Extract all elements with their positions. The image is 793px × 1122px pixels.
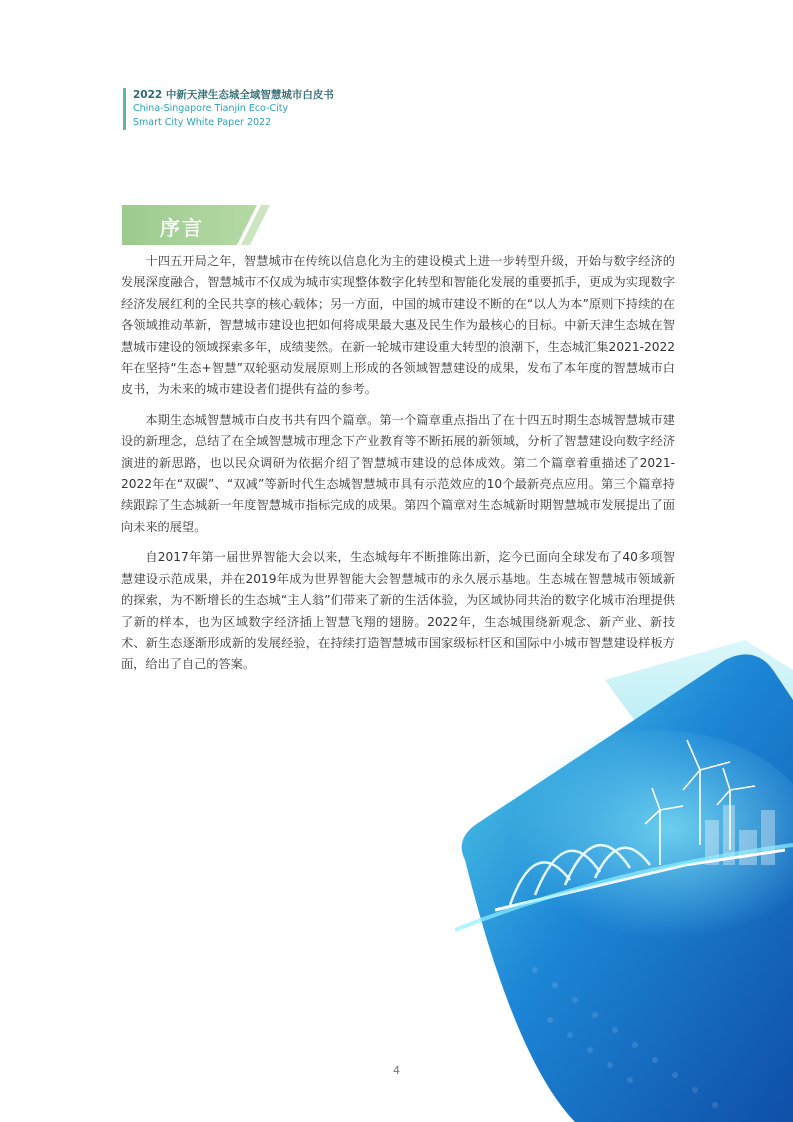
header-title-cn: 2022 中新天津生态城全域智慧城市白皮书: [133, 89, 334, 101]
smart-city-illustration: [455, 640, 793, 1122]
paragraph-2: 本期生态城智慧城市白皮书共有四个篇章。第一个篇章重点指出了在十四五时期生态城智慧城市建设的新理念，总结了在全域智慧城市理念下产业教育等不断拓展的新领域，分析了智慧建设向数字经济演进的新思路，也以民众调研为依据介绍了智慧城市建设的总体成效。第二个篇章着重描述了2021-2022年在“双碳”、“双减”等新时代生态城智慧城市具有示范效应的10个最新亮点应用。第三个篇章持续跟踪了生态城新一年度智慧城市指标完成的成果。第四个篇章对生态城新时期智慧城市发展提出了面向未来的展望。: [121, 412, 675, 534]
page-number: 4: [393, 1064, 400, 1077]
section-title: 序言: [160, 216, 204, 240]
preface-body: [121, 251, 675, 685]
running-header: [123, 88, 334, 130]
paragraph-1: 十四五开局之年，智慧城市在传统以信息化为主的建设模式上进一步转型升级，开始与数字经济的发展深度融合，智慧城市不仅成为城市实现整体数字化转型和智能化发展的重要抓手，更成为实现数字经济发展红利的全民共享的核心载体；另一方面，中国的城市建设不断的在“以人为本”原则下持续的在各领域推动革新，智慧城市建设也把如何将成果最大惠及民生作为最核心的目标。中新天津生态城在智慧城市建设的领域探索多年，成绩斐然。在新一轮城市建设重大转型的浪潮下，生态城汇集2021-2022年在坚持“生态+智慧”双轮驱动发展原则上形成的各领域智慧建设的成果，发布了本年度的智慧城市白皮书，为未来的城市建设者们提供有益的参考。: [121, 254, 675, 397]
header-title-en-2: Smart City White Paper 2022: [133, 117, 272, 128]
header-title-en-1: China-Singapore Tianjin Eco-City: [133, 103, 289, 114]
paragraph-3: 自2017年第一届世界智能大会以来，生态城每年不断推陈出新，迄今已面向全球发布了40多项智慧建设示范成果，并在2019年成为世界智能大会智慧城市的永久展示基地。生态城在智慧城市领域新的探索，为不断增长的生态城“主人翁”们带来了新的生活体验，为区域协同共治的数字化城市治理提供了新的样本，也为区域数字经济插上智慧飞翔的翅膀。2022年，生态城围绕新观念、新产业、新技术、新生态逐渐形成新的发展经验，在持续打造智慧城市国家级标杆区和国际中小城市智慧建设样板方面，给出了自己的答案。: [121, 550, 675, 672]
section-title-band: [122, 205, 270, 245]
